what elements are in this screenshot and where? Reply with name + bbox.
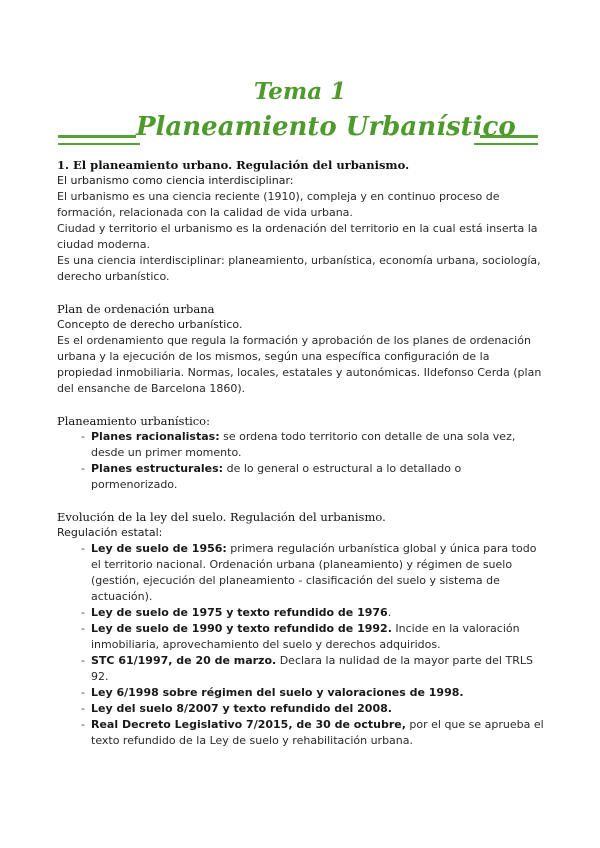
list-item [91, 653, 547, 685]
list-item-text: Incide en la valoración inmobiliaria, aprovechamiento del suelo y derechos adquiridos. [91, 622, 520, 651]
list-item-lead: STC 61/1997, de 20 de marzo. [91, 654, 277, 667]
paragraph: El urbanismo es una ciencia reciente (1910), compleja y en continuo proceso de formación, relacionada con la calidad de vida urbana. [57, 190, 500, 219]
list-item-text: Declara la nulidad de la mayor parte del TRLS 92. [91, 654, 533, 683]
list-item [91, 429, 547, 461]
section-subheading: Regulación estatal: [57, 526, 163, 539]
list-item [91, 541, 547, 605]
paragraph: Es el ordenamiento que regula la formación y aprobación de los planes de ordenación urbana y la ejecución de los mismos, según una específica configuración de la propiedad inmobiliaria. Normas, locales, estatales y autonómicas. Ildefonso Cerda (plan del ensanche de Barcelona 1860). [57, 334, 542, 395]
list-item [91, 605, 547, 621]
list-item-lead: Ley de suelo de 1990 y texto refundido de 1992. [91, 622, 392, 635]
list-item [91, 461, 547, 493]
title-rule-left-lower [58, 143, 140, 145]
section-heading: Evolución de la ley del suelo. Regulación del urbanismo. [57, 510, 386, 524]
paragraph: Ciudad y territorio el urbanismo es la ordenación del territorio en la cual está inserta la ciudad moderna. [57, 222, 538, 251]
list-item [91, 621, 547, 653]
list-item-lead: Planes racionalistas: [91, 430, 220, 443]
main-title-banner [0, 112, 600, 152]
title-rule-left [58, 135, 140, 138]
list-item [91, 701, 547, 717]
list-item [91, 717, 547, 749]
list-item-lead: Ley de suelo de 1975 y texto refundido de 1976 [91, 606, 388, 619]
main-title: Planeamiento Urbanístico [136, 112, 516, 142]
list-item-text: de lo general o estructural a lo detallado o pormenorizado. [91, 462, 462, 491]
title-rule-right-lower [474, 143, 538, 145]
topic-title: Tema 1 [253, 78, 347, 105]
section-heading: 1. El planeamiento urbano. Regulación del urbanismo. [57, 158, 410, 172]
bullet-list [57, 429, 547, 493]
document-body [57, 157, 547, 749]
list-item [91, 685, 547, 701]
list-item-text: se ordena todo territorio con detalle de una sola vez, desde un primer momento. [91, 430, 516, 459]
list-item-text: primera regulación urbanística global y única para todo el territorio nacional. Ordenación urbana (planeamiento) y régimen de suelo (gestión, ejecución del planeamiento - clasificación del suelo y sistema de actuación). [91, 542, 537, 603]
list-item-lead: Ley del suelo 8/2007 y texto refundido del 2008. [91, 702, 392, 715]
list-item-lead: Real Decreto Legislativo 7/2015, de 30 de octubre, [91, 718, 406, 731]
list-item-lead: Ley 6/1998 sobre régimen del suelo y valoraciones de 1998. [91, 686, 464, 699]
list-item-text: por el que se aprueba el texto refundido de la Ley de suelo y rehabilitación urbana. [91, 718, 544, 747]
section-heading: Planeamiento urbanístico: [57, 414, 210, 428]
list-item-lead: Planes estructurales: [91, 462, 224, 475]
section-subheading: Concepto de derecho urbanístico. [57, 318, 243, 331]
section-heading: Plan de ordenación urbana [57, 302, 215, 316]
bullet-list [57, 541, 547, 749]
section-subheading: El urbanismo como ciencia interdisciplinar: [57, 174, 294, 187]
list-item-lead: Ley de suelo de 1956: [91, 542, 227, 555]
paragraph: Es una ciencia interdisciplinar: planeamiento, urbanística, economía urbana, sociología, derecho urbanístico. [57, 254, 541, 283]
list-item-text: . [387, 606, 392, 619]
